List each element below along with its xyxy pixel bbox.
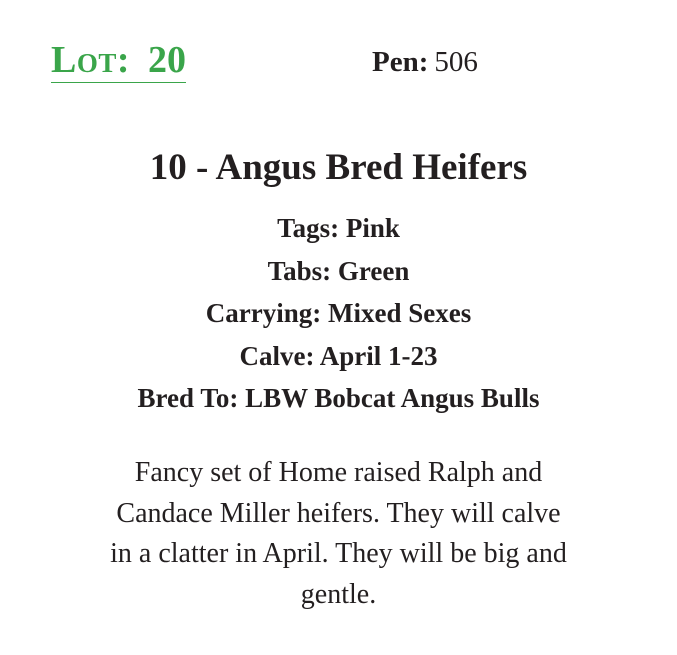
lot-description [50,453,627,615]
pen-label: Pen: [372,46,429,78]
lot-heading [51,38,186,83]
description-line: in a clatter in April. They will be big and [110,538,567,569]
detail-bred-to: Bred To: LBW Bobcat Angus Bulls [137,383,540,413]
description-line: Candace Miller heifers. They will calve [116,497,561,529]
lot-title: 10 - Angus Bred Heifers [149,147,528,188]
detail-carrying: Carrying: Mixed Sexes [205,298,472,328]
description-line: Fancy set of Home raised Ralph and [134,457,543,488]
pen-info [372,44,478,80]
detail-tabs: Tabs: Green [267,255,410,286]
description-line: gentle. [300,578,377,610]
pen-value: 506 [434,46,478,78]
lot-details [0,207,677,420]
lot-label: Lot: [51,39,131,81]
detail-calve: Calve: April 1-23 [239,340,438,371]
detail-tags: Tags: Pink [277,213,400,243]
lot-number: 20 [148,39,187,81]
